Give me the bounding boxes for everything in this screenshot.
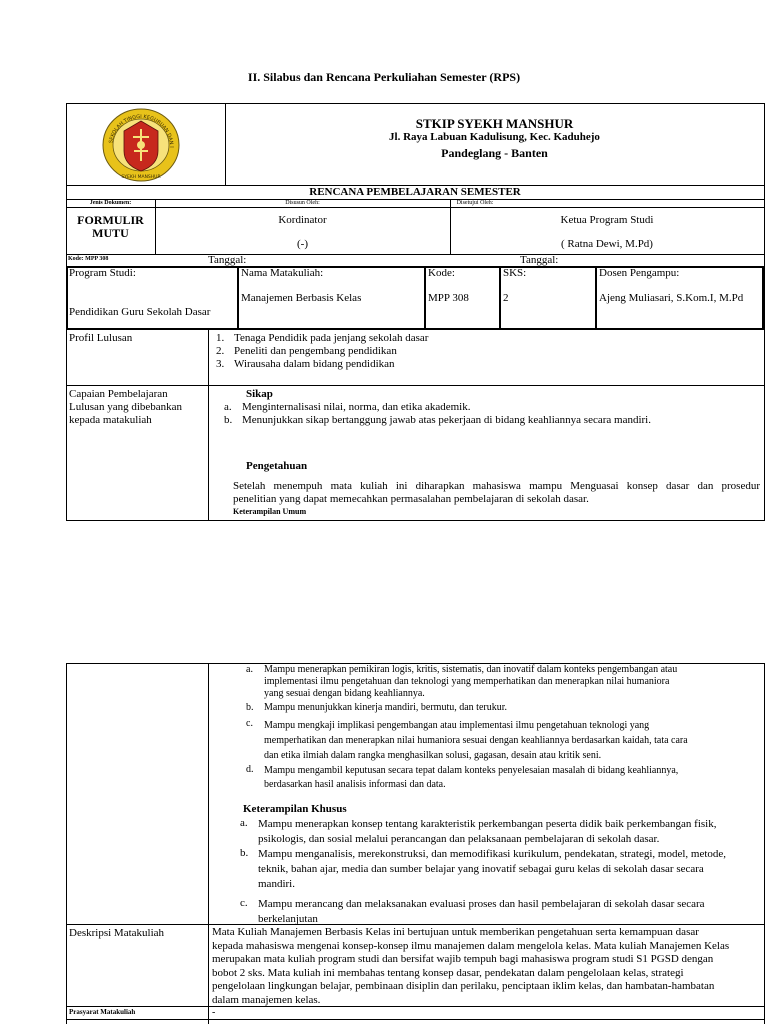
prasyarat-top-line: [66, 1006, 764, 1007]
p2-frame-left: [66, 663, 67, 1024]
prasyarat-value: -: [212, 1007, 216, 1018]
ket-umum-heading: Keterampilan Umum: [233, 507, 307, 516]
sks-label: SKS:: [503, 267, 527, 279]
sikap-item: b. Menunjukkan sikap bertanggung jawab atas pekerjaan di bidang keahliannya secara mandiri.: [224, 414, 651, 426]
p2-frame-right: [764, 663, 765, 1024]
profil-label: Profil Lulusan: [69, 332, 133, 344]
doc-title: RENCANA PEMBELAJARAN SEMESTER: [309, 186, 521, 198]
p2-divider: [208, 663, 209, 1024]
content-divider-p1: [208, 330, 209, 521]
meta-label-line: [66, 207, 764, 208]
capaian-label-1: Capaian Pembelajaran: [69, 388, 168, 400]
profil-item: 3. Wirausaha dalam bidang pendidikan: [216, 358, 395, 370]
course-div-2: [424, 266, 426, 330]
form-type-l1: FORMULIR: [77, 213, 144, 227]
kode-label: Kode:: [428, 267, 455, 279]
ket-umum-item: d. Mampu mengambil keputusan secara tepat dalam konteks penyelesaian masalah di bidang keahliannya, berdasarkan hasil analisis informasi dan data.: [246, 764, 679, 790]
kordinator-label: Kordinator: [278, 214, 327, 226]
deskripsi-label: Deskripsi Matakuliah: [69, 927, 165, 939]
profil-item: 1. Tenaga Pendidik pada jenjang sekolah dasar: [216, 332, 429, 344]
prodi-value: Pendidikan Guru Sekolah Dasar: [69, 306, 211, 318]
ket-khusus-list: [222, 817, 762, 927]
dosen-label: Dosen Pengampu:: [599, 267, 680, 279]
pengetahuan-text-2: penelitian yang dapat memecahkan permasalahan pembelajaran di sekolah dasar.: [233, 493, 589, 505]
svg-text:SYEKH MANSHUR: SYEKH MANSHUR: [121, 175, 161, 180]
kordinator-name: (-): [297, 238, 308, 250]
svg-text:SEKOLAH TINGGI KEGURUAN DAN IL: SEKOLAH TINGGI KEGURUAN DAN I: [108, 113, 174, 148]
pengetahuan-heading: Pengetahuan: [246, 460, 308, 472]
matkul-value: Manajemen Berbasis Kelas: [241, 292, 362, 304]
institution-city: Pandeglang - Banten: [441, 146, 548, 160]
sikap-list: [222, 401, 762, 427]
meta-bottom-line: [66, 254, 764, 255]
ket-khusus-heading: Keterampilan Khusus: [243, 803, 347, 815]
frame-bottom: [66, 520, 764, 521]
ket-khusus-item: b. Mampu menganalisis, merekonstruksi, dan memodifikasi kurikulum, pendekatan, strategi, model, metode, teknik, bahan ajar, media dan sumber belajar yang inovatif sebagai guru kelas di sekolah dasar secara mandiri.: [240, 847, 727, 890]
course-div-4: [595, 266, 597, 330]
ket-khusus-item: c. Mampu merancang dan melaksanakan evaluasi proses dan hasil pembelajaran di sekolah dasar secara berkelanjutan: [240, 897, 705, 925]
capaian-label-3: kepada matakuliah: [69, 414, 152, 426]
logo-emblem-icon: [100, 107, 182, 184]
kode-value: MPP 308: [428, 292, 469, 304]
ketua-label: Ketua Program Studi: [560, 214, 654, 226]
course-div-1: [237, 266, 239, 330]
ket-khusus-item: a. Mampu menerapkan konsep tentang karakteristik perkembangan peserta didik baik perkembangan fisik, psikologis, dan sosial melalui perancangan dan pelaksanaan pembelajaran di sekolah dasar.: [240, 817, 717, 845]
deskripsi-text: Mata Kuliah Manajemen Berbasis Kelas ini bertujuan untuk memberikan pengetahuan serta kemampuan dasar kepada mahasiswa mengenai konsep-konsep ilmu manajemen dalam mengelola kelas. Mata kuliah Manajemen Kelas merupakan mata kuliah program studi dan bersifat wajib tempuh bagi mahasiswa program studi S1 PGSD dengan bobot 2 sks. Mata kuliah ini membahas tentang konsep dasar, pendekatan dalam pengelolaan kelas, strategi pengelolaan lingkungan belajar, pembinaan disiplin dan perilaku, penciptaan iklim kelas, dan hambatan-hambatan dalam manajemen kelas.: [212, 926, 730, 1006]
tanggal-2: Tanggal:: [520, 254, 559, 266]
frame-top: [66, 103, 764, 104]
frame-right: [764, 103, 765, 521]
institution-name: STKIP SYEKH MANSHUR: [415, 116, 574, 131]
profil-list: [210, 332, 760, 371]
dosen-value: Ajeng Muliasari, S.Kom.I, M.Pd: [599, 292, 744, 304]
ket-umum-item: a. Mampu menerapkan pemikiran logis, kritis, sistematis, dan inovatif dalam konteks pengembangan atau implementasi ilmu pengetahuan dan teknologi yang memperhatikan dan menerapkan nilai humaniora yang sesuai dengan bidang keahliannya.: [246, 664, 678, 699]
ket-umum-list: [222, 664, 762, 792]
course-div-3: [499, 266, 501, 330]
ket-umum-item: b. Mampu menunjukkan kinerja mandiri, bermutu, dan terukur.: [246, 702, 507, 713]
institution-address: Jl. Raya Labuan Kadulisung, Kec. Kaduhejo: [389, 131, 600, 143]
profil-bottom-line: [66, 385, 764, 386]
prasyarat-label: Prasyarat Matakuliah: [69, 1008, 136, 1016]
form-type-l2: MUTU: [92, 226, 129, 240]
profil-item: 2. Peneliti dan pengembang pendidikan: [216, 345, 397, 357]
disetujui-label: Disetujui Oleh:: [456, 200, 494, 206]
disusun-label: Disusun Oleh:: [285, 200, 320, 206]
deskripsi-top-line: [66, 924, 764, 925]
institution-logo: [100, 107, 182, 184]
capaian-label-2: Lulusan yang dibebankan: [69, 401, 183, 413]
prodi-label: Program Studi:: [69, 267, 136, 279]
jenis-label: Jenis Dokumen:: [89, 200, 132, 206]
sikap-item: a. Menginternalisasi nilai, norma, dan etika akademik.: [224, 401, 471, 413]
sks-value: 2: [503, 292, 509, 304]
pengetahuan-text-1: Setelah menempuh mata kuliah ini diharapkan mahasiswa mampu Menguasai konsep dasar dan prosedur: [233, 480, 760, 492]
tanggal-1: Tanggal:: [208, 254, 247, 266]
sikap-heading: Sikap: [246, 388, 273, 400]
ketua-name: ( Ratna Dewi, M.Pd): [561, 238, 653, 250]
page-heading: II. Silabus dan Rencana Perkuliahan Semester (RPS): [247, 70, 521, 84]
prasyarat-bottom-line: [66, 1019, 764, 1020]
ket-umum-item: c. Mampu mengkaji implikasi pengembangan atau implementasi ilmu pengetahuan teknologi yang memperhatikan dan menerapkan nilai humaniora sesuai dengan keahliannya berdasarkan kaidah, tata cara dan etika ilmiah dalam rangka menghasilkan solusi, gagasan, desain atau kritik seni.: [246, 718, 688, 761]
matkul-label: Nama Matakuliah:: [241, 267, 324, 279]
kode-doc-label: Kode: MPP 308: [68, 256, 109, 262]
